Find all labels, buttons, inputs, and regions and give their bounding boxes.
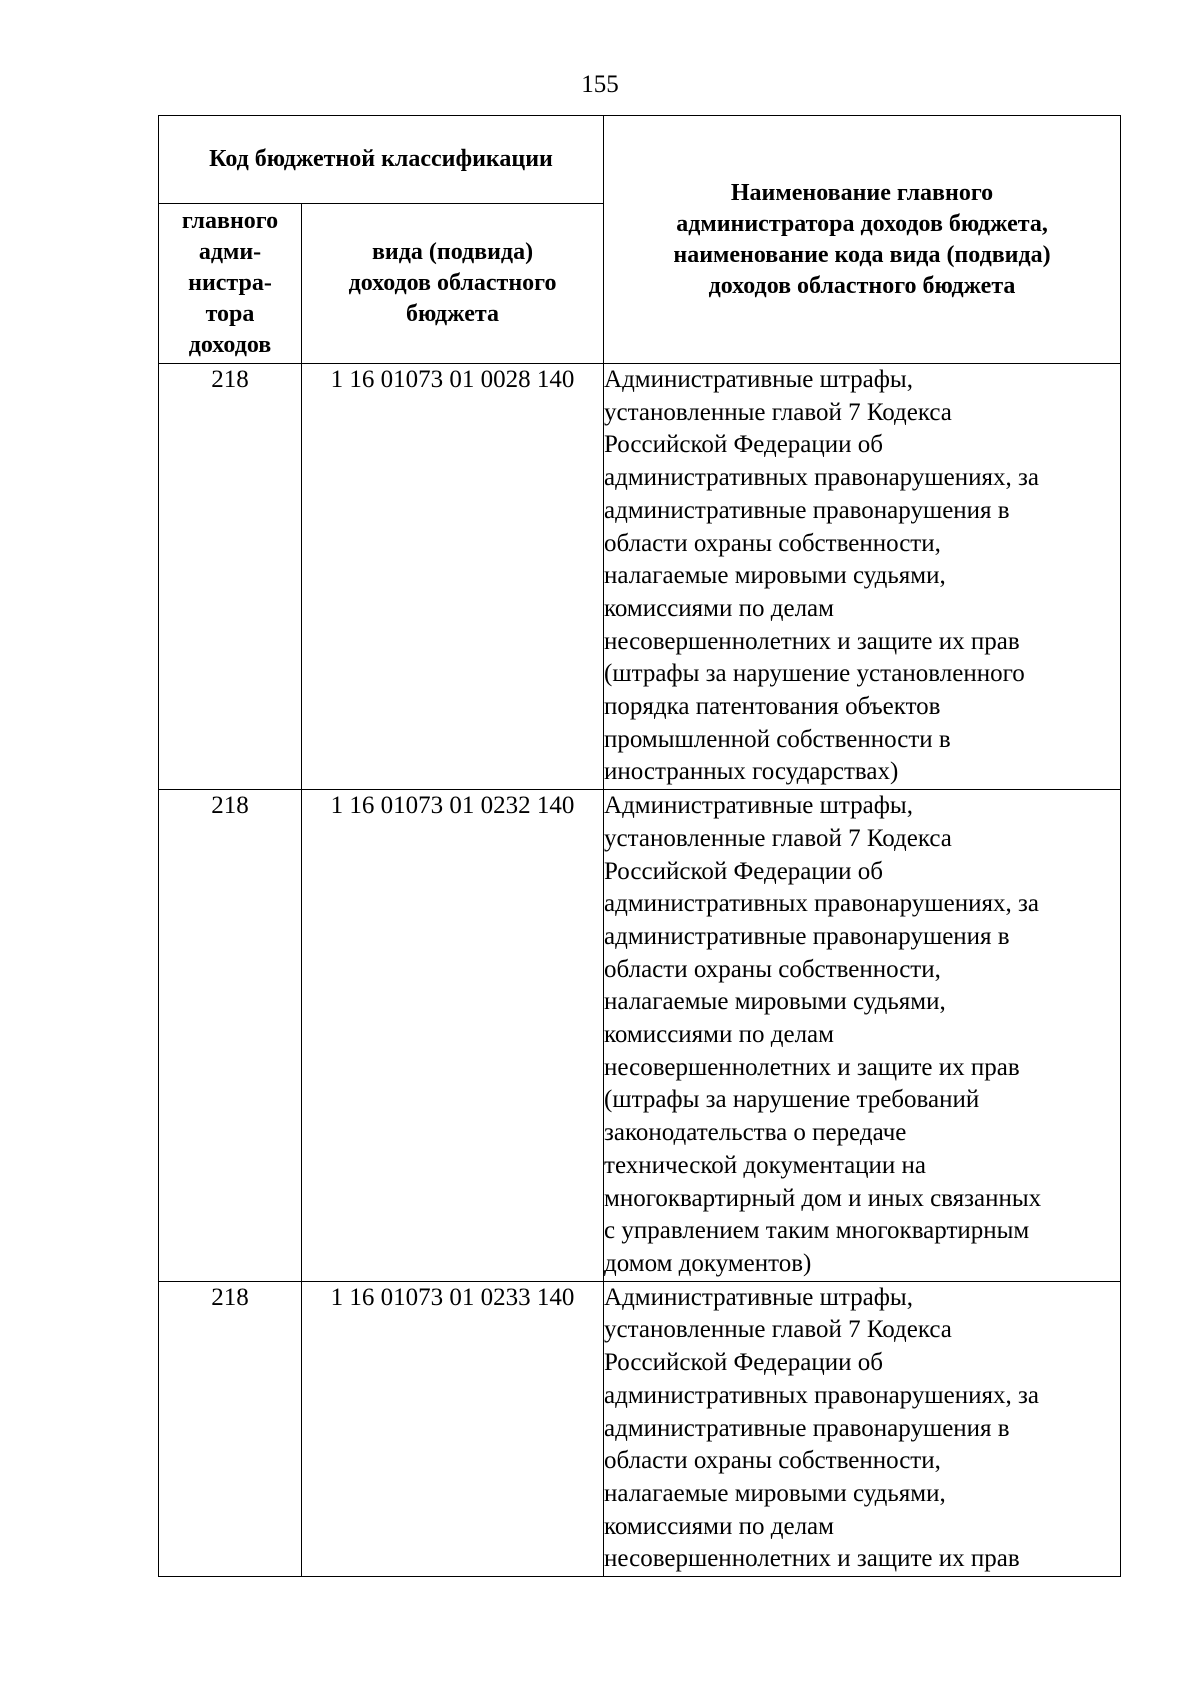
name-line: комиссиями по делам [604,1021,834,1049]
table-row [159,790,1121,1282]
header-name-column [604,116,1121,364]
name-line: установленные главой 7 Кодекса [604,1316,952,1344]
name-line: административные правонарушения в [604,496,1010,524]
name-line: Российской Федерации об [604,431,884,459]
name-line: административные правонарушения в [604,922,1010,950]
name-line: налагаемые мировыми судьями, [604,562,946,590]
income-name-cell [604,364,1121,790]
income-name-cell [604,790,1121,1282]
name-line: несовершеннолетних и защите их прав [604,1545,1020,1573]
table-row [159,1281,1121,1576]
name-line: административных правонарушениях, за [604,464,1039,492]
income-code-cell: 1 16 01073 01 0232 140 [302,790,604,1282]
name-line: многоквартирный дом и иных связанных [604,1184,1042,1212]
header-admin-line: адми- [198,239,262,265]
name-line: несовершеннолетних и защите их прав [604,1053,1020,1081]
name-line: Российской Федерации об [604,857,884,885]
header-code-line: вида (подвида) [371,239,534,265]
name-line: с управлением таким многоквартирным [604,1217,1030,1245]
admin-code-cell: 218 [159,1281,302,1576]
header-code-line: доходов областного [348,270,557,296]
table-row [159,364,1121,790]
admin-code-cell: 218 [159,364,302,790]
name-line: технической документации на [604,1151,927,1179]
header-code-column [302,204,604,364]
header-name-line: доходов областного бюджета [708,272,1016,299]
name-line: области охраны собственности, [604,955,941,983]
income-code-cell: 1 16 01073 01 0028 140 [302,364,604,790]
admin-code-cell: 218 [159,790,302,1282]
name-line: законодательства о передаче [604,1119,907,1147]
name-line: Административные штрафы, [604,792,913,820]
name-line: установленные главой 7 Кодекса [604,824,952,852]
header-name-line: администратора доходов бюджета, [676,210,1048,237]
budget-classification-table [158,115,1121,1577]
income-code-cell: 1 16 01073 01 0233 140 [302,1281,604,1576]
header-admin-line: доходов [188,332,272,358]
name-line: административных правонарушениях, за [604,1381,1039,1409]
name-line: комиссиями по делам [604,1512,834,1540]
name-line: налагаемые мировыми судьями, [604,1479,946,1507]
name-line: (штрафы за нарушение установленного [604,660,1025,688]
page-number: 155 [581,71,619,98]
header-code-line: бюджета [406,301,499,327]
name-line: Административные штрафы, [604,1283,913,1311]
name-line: области охраны собственности, [604,529,941,557]
name-line: (штрафы за нарушение требований [604,1086,980,1114]
name-line: налагаемые мировыми судьями, [604,988,946,1016]
name-line: порядка патентования объектов [604,693,941,721]
name-line: домом документов) [604,1249,812,1277]
header-admin-line: нистра- [188,270,272,296]
header-admin-column [159,204,302,364]
income-name-cell [604,1281,1121,1576]
header-budget-classification-code: Код бюджетной классификации [159,116,604,204]
name-line: промышленной собственности в [604,725,951,753]
name-line: административных правонарушениях, за [604,890,1039,918]
name-line: комиссиями по делам [604,594,834,622]
header-admin-line: главного [181,208,279,234]
name-line: Административные штрафы, [604,366,913,393]
name-line: несовершеннолетних и защите их прав [604,627,1020,655]
name-line: области охраны собственности, [604,1447,941,1475]
header-name-line: Наименование главного [730,179,994,206]
header-name-line: наименование кода вида (подвида) [673,241,1051,268]
name-line: иностранных государствах) [604,758,899,786]
name-line: административные правонарушения в [604,1414,1010,1442]
name-line: Российской Федерации об [604,1349,884,1377]
header-admin-line: тора [205,301,255,327]
name-line: установленные главой 7 Кодекса [604,398,952,426]
